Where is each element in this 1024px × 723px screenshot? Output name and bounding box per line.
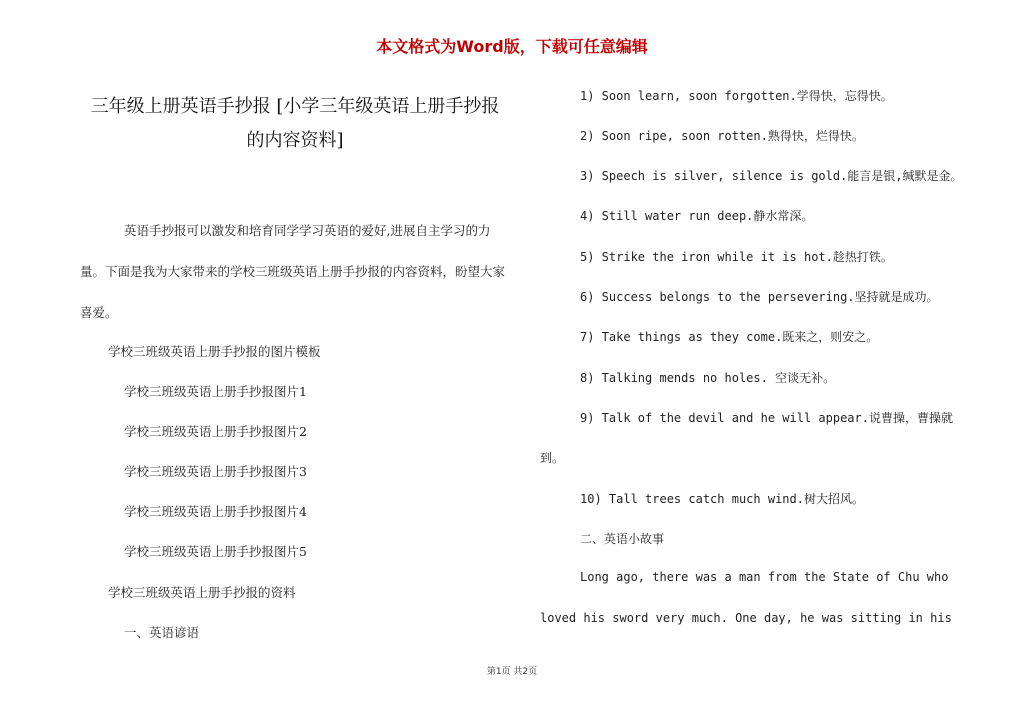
- picture-item: 学校三班级英语上册手抄报图片3: [124, 464, 307, 479]
- proverb-item: 3) Speech is silver, silence is gold.能言是银,缄默是金。: [580, 169, 963, 183]
- proverb-item: 9) Talk of the devil and he will appear.说曹操，曹操就: [580, 411, 953, 425]
- story-text-line: Long ago, there was a man from the State of Chu who: [580, 570, 949, 584]
- section-heading-materials: 学校三班级英语上册手抄报的资料: [108, 585, 296, 600]
- section-heading-templates: 学校三班级英语上册手抄报的图片模板: [108, 344, 321, 359]
- subsection-heading-proverbs: 一、英语谚语: [124, 625, 200, 640]
- proverb-item: 6) Success belongs to the persevering.坚持就是成功。: [580, 290, 939, 304]
- picture-item: 学校三班级英语上册手抄报图片1: [124, 384, 307, 399]
- proverb-item-continuation: 到。: [540, 451, 565, 465]
- title-line-1: 三年级上册英语手抄报 [小学三年级英语上册手抄报: [90, 96, 500, 117]
- subsection-heading-story: 二、英语小故事: [580, 532, 665, 546]
- picture-item: 学校三班级英语上册手抄报图片2: [124, 424, 307, 439]
- proverb-item: 8) Talking mends no holes. 空谈无补。: [580, 371, 836, 385]
- proverb-item: 10) Tall trees catch much wind.树大招风。: [580, 492, 864, 506]
- proverb-item: 2) Soon ripe, soon rotten.熟得快，烂得快。: [580, 129, 864, 143]
- intro-paragraph: 英语手抄报可以激发和培育同学学习英语的爱好,进展自主学习的力量。下面是我为大家带来的学校三班级英语上册手抄报的内容资料，盼望大家喜爱。: [80, 223, 506, 320]
- proverb-item: 1) Soon learn, soon forgotten.学得快，忘得快。: [580, 89, 893, 103]
- left-column: [80, 210, 510, 333]
- picture-item: 学校三班级英语上册手抄报图片4: [124, 504, 307, 519]
- page-number-footer: 第1页 共2页: [486, 667, 538, 677]
- picture-item: 学校三班级英语上册手抄报图片5: [124, 544, 307, 559]
- proverb-item: 5) Strike the iron while it is hot.趁热打铁。: [580, 250, 893, 264]
- story-text-line: loved his sword very much. One day, he was sitting in his: [540, 611, 952, 625]
- document-title: [60, 90, 530, 158]
- proverb-item: 4) Still water run deep.静水常深。: [580, 209, 814, 223]
- document-header-note: 本文格式为Word版，下载可任意编辑: [376, 37, 648, 56]
- title-line-2: 的内容资料]: [246, 130, 344, 151]
- proverb-item: 7) Take things as they come.既来之，则安之。: [580, 330, 879, 344]
